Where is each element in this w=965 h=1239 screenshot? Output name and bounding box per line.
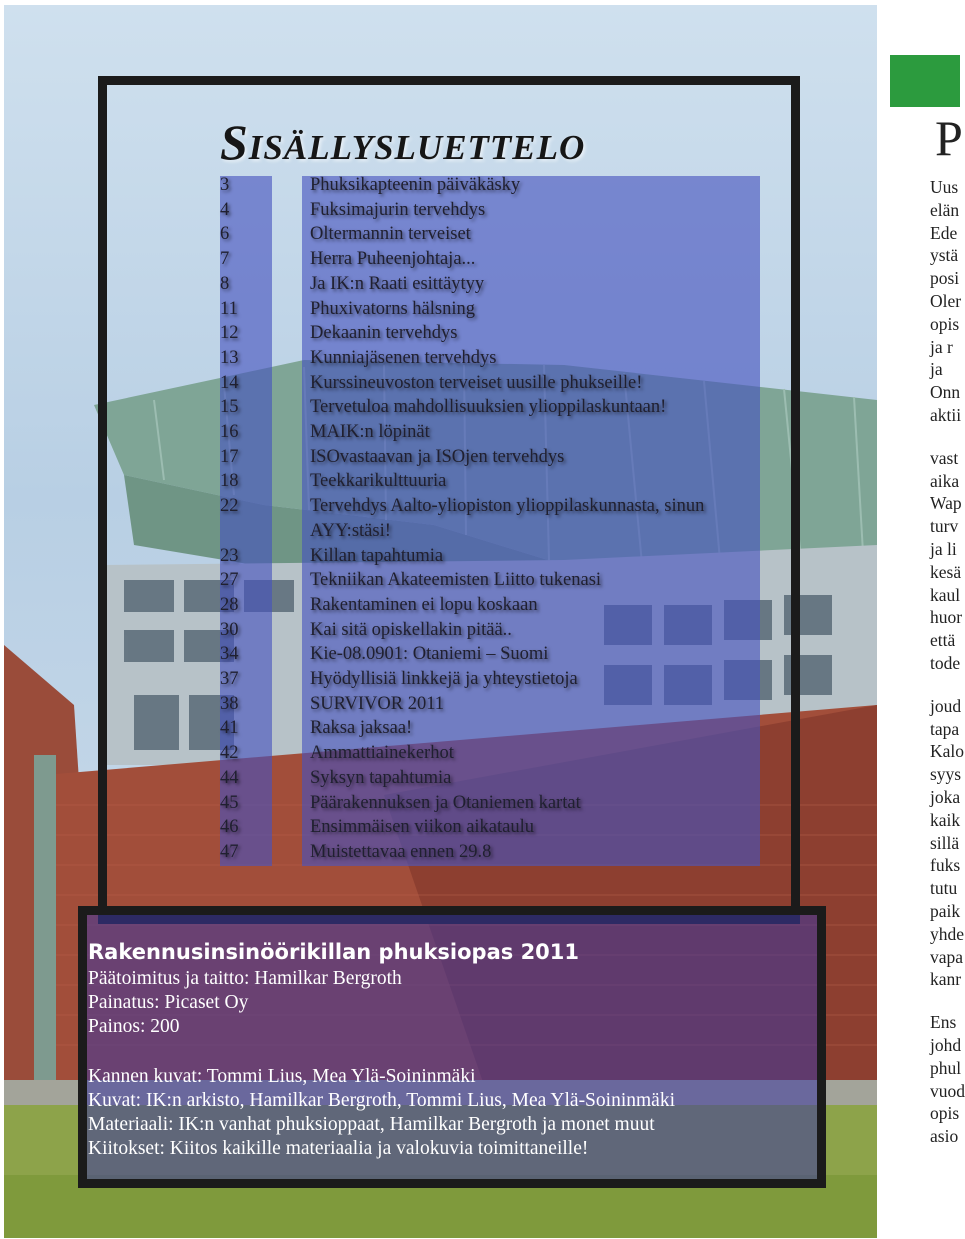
colophon-line-editor: Päätoimitus ja taitto: Hamilkar Bergroth	[88, 968, 402, 989]
entry-page-number: 11	[220, 298, 238, 319]
right-page-line: paik	[930, 901, 961, 921]
entry-page-number: 15	[220, 397, 239, 418]
entry-page-number: 23	[220, 545, 239, 566]
right-page-line: Uus	[930, 177, 959, 197]
entry-title: ISOvastaavan ja ISOjen tervehdys	[310, 446, 565, 467]
entry-title: MAIK:n löpinät	[310, 422, 430, 443]
contents-entry	[220, 593, 765, 618]
right-page-line: Onn	[930, 382, 961, 403]
right-page-line: fuks	[930, 855, 961, 876]
entry-page-number: 3	[220, 175, 230, 195]
entry-title: Syksyn tapahtumia	[310, 767, 452, 788]
right-page-line: phul	[930, 1057, 962, 1078]
entry-page-number: 44	[220, 767, 239, 788]
colophon-line-thanks: Kiitokset: Kiitos kaikille materiaalia ja valokuvia toimittaneille!	[88, 1138, 589, 1159]
colophon-title: Rakennusinsinöörikillan phuksiopas 2011	[88, 940, 580, 964]
entry-title: Killan tapahtumia	[310, 545, 444, 566]
entry-title: Kie-08.0901: Otaniemi – Suomi	[310, 644, 549, 665]
entry-page-number: 17	[220, 446, 239, 467]
entry-title: Tervehdys Aalto-yliopiston ylioppilaskunnasta, sinun AYY:stäsi!	[310, 496, 705, 541]
entry-page-number: 16	[220, 422, 239, 443]
right-page-line: tapa	[930, 718, 960, 739]
entry-title: Herra Puheenjohtaja...	[310, 249, 476, 270]
entry-title: Phuksikapteenin päiväkäsky	[310, 175, 521, 195]
contents-entry	[220, 420, 765, 445]
right-page-line: kaul	[930, 584, 961, 605]
entry-title: Ensimmäisen viikon aikataulu	[310, 817, 535, 838]
right-page-line: vapa	[930, 946, 964, 967]
right-page-line: opis	[930, 1103, 960, 1124]
entry-page-number: 42	[220, 743, 239, 764]
colophon-line-printing: Painatus: Picaset Oy	[88, 992, 249, 1013]
right-page-line: ja	[930, 359, 943, 380]
contents-entry	[220, 445, 765, 470]
entry-title: Fuksimajurin tervehdys	[310, 199, 486, 220]
contents-entry	[220, 321, 765, 346]
contents-entry	[220, 371, 765, 396]
contents-entry	[220, 297, 765, 322]
entry-page-number: 18	[220, 471, 239, 492]
right-page-line: elän	[930, 199, 960, 220]
right-page-line: Oler	[930, 291, 962, 311]
right-page-line: joud	[930, 695, 962, 716]
contents-entry	[220, 766, 765, 791]
entry-title: Dekaanin tervehdys	[310, 323, 458, 344]
contents-entry	[220, 642, 765, 667]
contents-entry	[220, 840, 765, 865]
colophon-line-material: Materiaali: IK:n vanhat phuksioppaat, Hamilkar Bergroth ja monet muut	[88, 1114, 655, 1135]
entry-title: Tekniikan Akateemisten Liitto tukenasi	[310, 570, 602, 591]
entry-title: Muistettavaa ennen 29.8	[310, 841, 492, 862]
entry-page-number: 46	[220, 817, 239, 838]
colophon-line-photos: Kuvat: IK:n arkisto, Hamilkar Bergroth, Tommi Lius, Mea Ylä-Soininmäki	[88, 1090, 675, 1111]
right-page-line: Ede	[930, 222, 958, 243]
right-page-line: tutu	[930, 878, 958, 899]
contents-entry	[220, 346, 765, 371]
right-page-line: että	[930, 630, 956, 651]
right-page-line: posi	[930, 268, 960, 289]
entry-title: Kai sitä opiskellakin pitää..	[310, 619, 512, 640]
contents-entry	[220, 469, 765, 494]
entry-page-number: 28	[220, 594, 239, 615]
entry-title: Tervetuloa mahdollisuuksien ylioppilaskuntaan!	[310, 397, 667, 418]
contents-entry	[220, 272, 765, 297]
entry-page-number: 30	[220, 619, 239, 640]
right-page-line: vast	[930, 447, 959, 468]
contents-entry	[220, 791, 765, 816]
right-page-line: asio	[930, 1126, 959, 1147]
contents-entry	[220, 173, 765, 198]
entry-page-number: 22	[220, 496, 239, 517]
right-page-line: Ens	[930, 1012, 957, 1033]
contents-entry	[220, 692, 765, 717]
entry-title: Kurssineuvoston terveiset uusille phukseille!	[310, 372, 643, 393]
entry-title: Kunniajäsenen tervehdys	[310, 347, 497, 368]
entry-page-number: 13	[220, 347, 239, 368]
right-page-line: Kalo	[930, 741, 965, 762]
right-page-line: yhde	[930, 923, 965, 944]
entry-title: Oltermannin terveiset	[310, 224, 471, 245]
entry-title: Ammattiainekerhot	[310, 743, 454, 764]
contents-entry	[220, 198, 765, 223]
right-page-line: kesä	[930, 561, 962, 582]
right-page-line: ja li	[930, 539, 957, 559]
entry-title: Teekkarikulttuuria	[310, 471, 447, 492]
right-page-line: joka	[930, 787, 961, 807]
right-page-line: kaik	[930, 809, 961, 830]
right-page-line: opis	[930, 313, 960, 334]
entry-page-number: 38	[220, 693, 239, 714]
right-page-line: sillä	[930, 832, 960, 853]
contents-entry	[220, 716, 765, 741]
right-page-line: ystä	[930, 245, 959, 266]
entry-page-number: 37	[220, 669, 239, 690]
contents-entry	[220, 568, 765, 593]
contents-entry	[220, 494, 765, 543]
right-page-line: johd	[930, 1035, 962, 1055]
right-page-line: kanr	[930, 969, 962, 990]
entry-title: Päärakennuksen ja Otaniemen kartat	[310, 792, 581, 813]
right-page-line: ja r	[930, 336, 953, 357]
right-page-line: Wap	[930, 493, 962, 514]
contents-entry	[220, 247, 765, 272]
right-page-heading: P	[935, 110, 963, 166]
entry-page-number: 47	[220, 841, 239, 862]
contents-list	[220, 173, 765, 865]
right-page-line: aktii	[930, 405, 962, 425]
contents-title: Sisällysluettelo	[220, 114, 586, 170]
right-page-line: syys	[930, 764, 962, 785]
right-page-line: tode	[930, 653, 961, 673]
entry-page-number: 8	[220, 273, 230, 294]
entry-title: Ja IK:n Raati esittäytyy	[310, 273, 485, 294]
entry-title: Rakentaminen ei lopu koskaan	[310, 594, 538, 615]
entry-title: SURVIVOR 2011	[310, 693, 445, 714]
contents-entry	[220, 544, 765, 569]
contents-entry	[220, 815, 765, 840]
contents-entry	[220, 667, 765, 692]
section-color-bar	[890, 55, 960, 107]
right-page-line: aika	[930, 470, 960, 491]
entry-page-number: 27	[220, 570, 239, 591]
contents-entry	[220, 222, 765, 247]
entry-page-number: 12	[220, 323, 239, 344]
entry-page-number: 45	[220, 792, 239, 813]
contents-entry	[220, 741, 765, 766]
entry-title: Hyödyllisiä linkkejä ja yhteystietoja	[310, 669, 578, 690]
right-page-line: vuod	[930, 1080, 965, 1101]
entry-title: Phuxivatorns hälsning	[310, 298, 475, 319]
contents-entry	[220, 618, 765, 643]
right-page-line: huor	[930, 607, 963, 628]
entry-page-number: 4	[220, 199, 230, 220]
colophon-line-edition: Painos: 200	[88, 1016, 180, 1037]
contents-entry	[220, 395, 765, 420]
right-page-line: turv	[930, 516, 959, 537]
entry-page-number: 6	[220, 224, 230, 245]
entry-page-number: 34	[220, 644, 239, 665]
entry-title: Raksa jaksaa!	[310, 718, 413, 739]
entry-page-number: 7	[220, 249, 230, 270]
entry-page-number: 14	[220, 372, 239, 393]
colophon-line-cover-photos: Kannen kuvat: Tommi Lius, Mea Ylä-Soininmäki	[88, 1066, 476, 1087]
entry-page-number: 41	[220, 718, 239, 739]
